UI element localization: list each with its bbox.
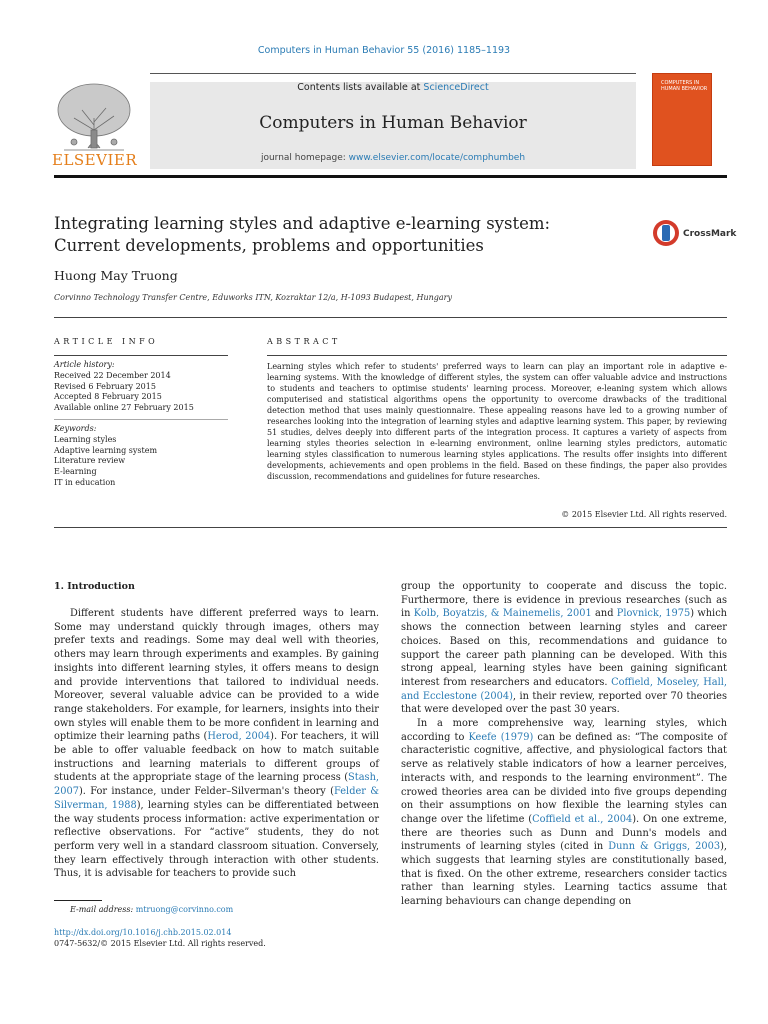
- journal-citation[interactable]: Computers in Human Behavior 55 (2016) 1185–1193: [257, 45, 511, 56]
- body-column-right: [401, 580, 727, 909]
- article-info-heading: ARTICLE INFO: [54, 337, 159, 346]
- contents-prefix: Contents lists available at: [297, 82, 424, 93]
- article-info: [54, 360, 234, 489]
- history-revised: Revised 6 February 2015: [54, 381, 156, 391]
- doi-link[interactable]: http://dx.doi.org/10.1016/j.chb.2015.02.014: [54, 928, 232, 937]
- contents-line: [150, 82, 636, 93]
- text-run: , in their review, reported over 70 theories that were developed over the past 30 years.: [401, 690, 727, 716]
- text-run: Different students have different preferred ways to learn. Some may understand quickly through images, others may prefer texts and readings. Some may deal well with theories, others may learn through experiments and examples. By gaining insights into different learning styles, it offers means to design and provide interventions that tailored to individual needs. Moreover, several valuable advice can be provided to a wide range stakeholders. For example, for learners, insights into their own styles will enable them to be more confident in learning and optimize their learning paths (: [54, 608, 379, 743]
- crossmark-label[interactable]: CrossMark: [683, 229, 737, 239]
- paragraph: [401, 717, 727, 909]
- text-run: ), learning styles can be differentiated between the way students process information: active experimentation or reflective observations. For “active” students, they do not perform very well in a standard classroom situation. Conversely, they learn effectively through interaction with other students. Thus, it is advisable for teachers to provide such: [54, 799, 379, 880]
- keyword: Adaptive learning system: [54, 445, 158, 455]
- text-run: and: [591, 608, 617, 620]
- reference-link[interactable]: Kolb, Boyatzis, & Mainemelis, 2001: [413, 608, 592, 620]
- text-run: ) which shows the connection between learning styles and career choices. Based on this, recommendations and guidance to support the career path planning can be developed. With this strong appeal, learning styles have been gaining significant interest from researchers and educators.: [401, 608, 727, 688]
- article-title: Integrating learning styles and adaptive e-learning system: Current developments, problems and opportunities: [54, 214, 551, 255]
- text-run: ), which suggests that learning styles are constitutionally based, that is fixed. On the other extreme, researchers consider tactics rather than learning styles. Learning tactics assume that learning behaviours can change depending on: [401, 841, 727, 908]
- homepage-prefix: journal homepage:: [260, 153, 349, 163]
- reference-link[interactable]: Plovnick, 1975: [616, 608, 691, 620]
- elsevier-wordmark: ELSEVIER: [52, 151, 138, 169]
- reference-link[interactable]: Stash, 2007: [54, 772, 379, 798]
- paragraph: [401, 580, 727, 717]
- keyword: IT in education: [54, 477, 116, 487]
- journal-cover-image[interactable]: [652, 73, 712, 166]
- header-rule: [150, 73, 636, 74]
- keywords-rule: [54, 419, 228, 420]
- email-label: E-mail address:: [70, 905, 134, 914]
- abstract-rule: [267, 355, 727, 356]
- journal-title: Computers in Human Behavior: [259, 113, 527, 133]
- footnote-rule: [54, 900, 102, 901]
- footnote-email: [70, 905, 233, 914]
- body-column-left: [54, 607, 379, 881]
- text-run: can be defined as: “The composite of characteristic cognitive, affective, and physiological factors that serve as relatively stable indicators of how a learner perceives, interacts with, and responds to the learning environment”. The crowed theories area can be divided into five groups depending on their assumptions on how flexible the learning styles can change over the lifetime (: [401, 731, 727, 825]
- author-affiliation: Corvinno Technology Transfer Centre, Eduworks ITN, Kozraktar 12/a, H-1093 Budapest, Hungary: [54, 293, 452, 302]
- section-rule: [54, 317, 727, 318]
- section-heading-introduction: 1. Introduction: [54, 581, 135, 592]
- header-thick-rule: [54, 175, 727, 178]
- history-received: Received 22 December 2014: [54, 370, 171, 380]
- history-label: Article history:: [54, 360, 115, 369]
- reference-link[interactable]: Herod, 2004: [207, 731, 271, 743]
- sciencedirect-link[interactable]: ScienceDirect: [423, 82, 489, 93]
- keywords-label: Keywords:: [54, 423, 97, 433]
- text-run: group the opportunity to cooperate and discuss the topic. Furthermore, there is evidence in previous researches (such as in: [401, 581, 727, 620]
- history-online: Available online 27 February 2015: [54, 403, 194, 413]
- abstract-bottom-rule: [54, 527, 727, 528]
- reference-link[interactable]: Dunn & Griggs, 2003: [608, 841, 721, 853]
- abstract-text: Learning styles which refer to students' preferred ways to learn can play an important role in adaptive e-learning systems. With the knowledge of different styles, the system can offer valuable advice and instructions to students and teachers to optimise students' learning process. Moreover, e-leaning system which allows computerised and statistical algorithms opens the opportunity to overcome drawbacks of the traditional detection method that uses mainly questionnaire. These appealing reasons have led to a growing number of researches looking into the integration of learning styles and adaptive learning system. This paper, by reviewing 51 studies, delves deeply into different parts of the integration process. It captures a variety of aspects from learning styles theories selection in e-learning environment, online learning styles predictors, automatic learning styles classification to numerous learning styles applications. The results offer insights into different developments, achievements and open problems in the field. Based on these findings, the paper also provides discussion, recommendations and guidelines for future researches.: [267, 362, 727, 481]
- keyword: Literature review: [54, 456, 126, 466]
- reference-link[interactable]: Keefe (1979): [468, 731, 534, 743]
- reference-link[interactable]: Coffield, Moseley, Hall, and Ecclestone (2004): [401, 676, 727, 702]
- author-name: Huong May Truong: [54, 268, 178, 283]
- text-run: ). For teachers, it will be able to offer valuable feedback on how to match suitable instructions and learning materials to different groups of students at the appropriate stage of the learning process (: [54, 731, 379, 784]
- journal-homepage: [150, 153, 636, 163]
- abstract-copyright: © 2015 Elsevier Ltd. All rights reserved.: [561, 510, 727, 519]
- text-run: In a more comprehensive way, learning styles, which according to: [401, 718, 727, 743]
- reference-link[interactable]: Coffield et al., 2004: [532, 813, 633, 825]
- keyword: Learning styles: [54, 434, 117, 444]
- keyword: E-learning: [54, 467, 97, 477]
- homepage-link[interactable]: www.elsevier.com/locate/comphumbeh: [348, 153, 526, 163]
- paragraph: [54, 607, 379, 881]
- email-link[interactable]: mtruong@corvinno.com: [135, 905, 234, 914]
- issn-copyright: 0747-5632/© 2015 Elsevier Ltd. All rights reserved.: [54, 939, 266, 948]
- cover-title: COMPUTERS IN HUMAN BEHAVIOR: [661, 80, 708, 92]
- abstract-heading: ABSTRACT: [267, 337, 341, 346]
- history-accepted: Accepted 8 February 2015: [54, 392, 162, 402]
- reference-link[interactable]: Felder & Silverman, 1988: [54, 786, 379, 811]
- article-info-rule: [54, 355, 228, 356]
- text-run: ). On one extreme, there are theories such as Dunn and Dunn's models and instruments of learning styles (cited in: [401, 813, 727, 853]
- text-run: ). For instance, under Felder–Silverman's theory (: [78, 786, 334, 798]
